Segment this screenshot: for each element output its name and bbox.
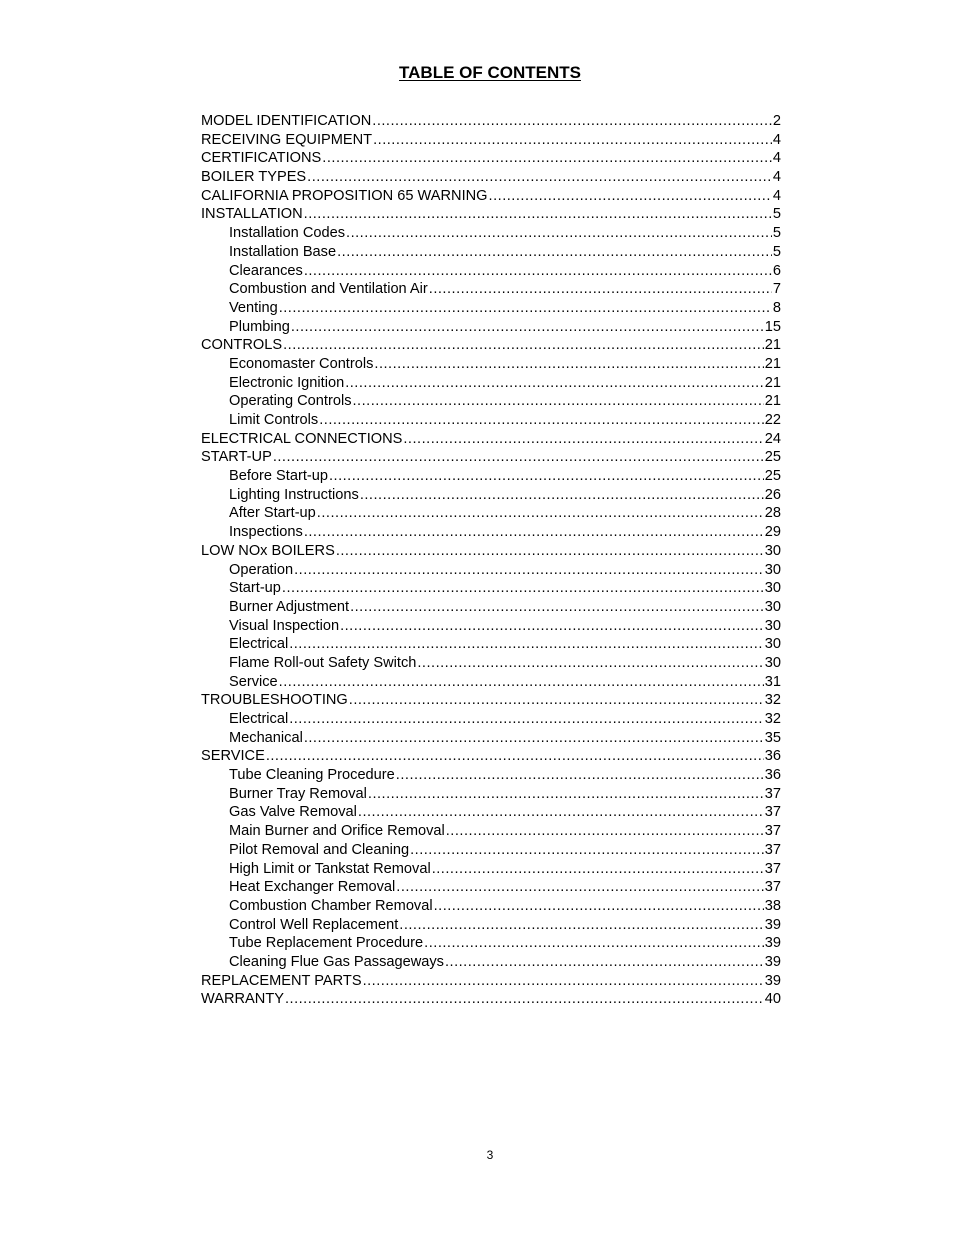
dot-leader <box>368 785 764 804</box>
toc-entry-label: Lighting Instructions <box>229 486 359 503</box>
toc-entry-page: 21 <box>764 337 781 354</box>
toc-entry-label: Electrical <box>229 711 289 727</box>
toc-entry-page: 25 <box>764 449 781 466</box>
toc-entry-label: Inspections <box>229 524 303 541</box>
toc-entry-label: LOW NOx BOILERS <box>201 542 335 559</box>
toc-entry-label: Plumbing <box>229 318 290 335</box>
dot-leader <box>434 897 764 916</box>
toc-entry-page: 40 <box>764 991 781 1008</box>
toc-entry <box>201 542 781 561</box>
toc-subentry <box>201 860 781 879</box>
toc-entry-page: 37 <box>764 860 781 877</box>
toc-entry-label: Start-up <box>229 580 281 597</box>
dot-leader <box>285 990 764 1009</box>
toc-entry-label: Electrical <box>229 636 289 653</box>
toc-subentry <box>201 224 781 243</box>
toc-entry <box>201 131 781 150</box>
toc-entry-page: 6 <box>772 262 781 279</box>
toc-entry <box>201 168 781 187</box>
dot-leader <box>279 299 772 318</box>
toc-subentry <box>201 673 781 692</box>
toc-subentry <box>201 280 781 299</box>
toc-entry-page: 5 <box>772 243 781 260</box>
toc-subentry <box>201 411 781 430</box>
dot-leader <box>429 280 772 299</box>
toc-entry-label: Limit Controls <box>229 412 319 428</box>
dot-leader <box>446 822 764 841</box>
toc-entry <box>201 448 781 467</box>
toc-entry-page: 8 <box>772 299 781 316</box>
toc-entry-page: 37 <box>764 823 781 840</box>
dot-leader <box>283 336 764 355</box>
toc-entry-page: 39 <box>764 916 781 933</box>
toc-entry-page: 24 <box>764 430 781 447</box>
dot-leader <box>424 934 764 953</box>
toc-subentry <box>201 392 781 411</box>
toc-entry <box>201 149 781 168</box>
toc-entry-label: SERVICE <box>201 748 265 765</box>
toc-subentry <box>201 785 781 804</box>
dot-leader <box>266 747 764 766</box>
toc-entry-page: 37 <box>764 785 781 802</box>
dot-leader <box>489 187 772 206</box>
toc-subentry <box>201 766 781 785</box>
toc-entry-label: Installation Base <box>229 243 337 260</box>
toc-subentry <box>201 504 781 523</box>
dot-leader <box>337 243 772 262</box>
toc-entry-label: Heat Exchanger Removal <box>229 879 396 896</box>
toc-entry-page: 37 <box>764 841 781 858</box>
dot-leader <box>353 392 764 411</box>
toc-entry-label: High Limit or Tankstat Removal <box>229 860 431 877</box>
toc-entry-page: 38 <box>764 897 781 914</box>
toc-entry-label: Gas Valve Removal <box>229 804 357 821</box>
toc-entry-label: CALIFORNIA PROPOSITION 65 WARNING <box>201 187 488 204</box>
dot-leader <box>319 411 764 430</box>
toc-entry-label: Mechanical <box>229 729 303 746</box>
toc-entry-label: Control Well Replacement <box>229 916 399 933</box>
toc-entry-label: MODEL IDENTIFICATION <box>201 113 372 129</box>
dot-leader <box>317 504 764 523</box>
toc-entry <box>201 112 781 131</box>
toc-subentry <box>201 729 781 748</box>
toc-entry-page: 30 <box>764 542 781 559</box>
dot-leader <box>322 149 772 168</box>
dot-leader <box>374 355 763 374</box>
toc-entry-label: Tube Cleaning Procedure <box>229 767 395 784</box>
toc-entry-label: Visual Inspection <box>229 617 340 634</box>
toc-entry <box>201 972 781 991</box>
dot-leader <box>273 448 764 467</box>
toc-entry-page: 4 <box>772 131 781 148</box>
dot-leader <box>345 374 764 393</box>
dot-leader <box>349 691 764 710</box>
toc-entry-page: 4 <box>772 169 781 186</box>
dot-leader <box>372 112 772 131</box>
dot-leader <box>340 617 764 636</box>
toc-entry-label: START-UP <box>201 449 272 466</box>
toc-entry-page: 25 <box>764 468 781 485</box>
toc-entry-label: Combustion Chamber Removal <box>229 897 433 914</box>
toc-entry <box>201 336 781 355</box>
toc-entry-page: 5 <box>772 225 781 242</box>
toc-entry-page: 26 <box>764 486 781 503</box>
toc-subentry <box>201 916 781 935</box>
toc-subentry <box>201 374 781 393</box>
toc-entry-label: CERTIFICATIONS <box>201 150 322 167</box>
toc-subentry <box>201 710 781 729</box>
toc-subentry <box>201 243 781 262</box>
toc-entry-page: 31 <box>764 673 781 690</box>
toc-entry <box>201 990 781 1009</box>
dot-leader <box>417 654 763 673</box>
toc-subentry <box>201 803 781 822</box>
toc-entry-label: Clearances <box>229 262 303 279</box>
toc-subentry <box>201 318 781 337</box>
dot-leader <box>289 710 764 729</box>
toc-subentry <box>201 953 781 972</box>
toc-entry-page: 4 <box>772 150 781 167</box>
toc-subentry <box>201 878 781 897</box>
dot-leader <box>403 430 763 449</box>
toc-entry-page: 30 <box>764 636 781 653</box>
toc-subentry <box>201 897 781 916</box>
toc-entry-label: Burner Adjustment <box>229 598 350 615</box>
toc-entry-page: 30 <box>764 617 781 634</box>
toc-entry <box>201 430 781 449</box>
toc-entry-label: INSTALLATION <box>201 206 303 223</box>
dot-leader <box>396 766 764 785</box>
dot-leader <box>291 318 764 337</box>
toc-entry-page: 37 <box>764 879 781 896</box>
toc-entry-page: 32 <box>764 692 781 709</box>
toc-entry <box>201 747 781 766</box>
toc-subentry <box>201 262 781 281</box>
toc-entry-page: 30 <box>764 598 781 615</box>
toc-entry-page: 37 <box>764 804 781 821</box>
toc-entry-label: Venting <box>229 299 278 316</box>
toc-entry-page: 36 <box>764 767 781 784</box>
toc-entry-label: WARRANTY <box>201 991 284 1008</box>
dot-leader <box>304 729 764 748</box>
dot-leader <box>350 598 764 617</box>
toc-entry-label: Installation Codes <box>229 225 346 242</box>
toc-subentry <box>201 467 781 486</box>
toc-subentry <box>201 822 781 841</box>
dot-leader <box>445 953 764 972</box>
toc-entry-label: Operation <box>229 561 294 578</box>
toc-entry-label: Cleaning Flue Gas Passageways <box>229 953 444 970</box>
dot-leader <box>294 561 764 580</box>
page-number: 3 <box>486 1148 494 1162</box>
toc-subentry <box>201 635 781 654</box>
toc-entry-page: 7 <box>772 281 781 298</box>
toc-entry-page: 39 <box>764 953 781 970</box>
toc-entry-label: RECEIVING EQUIPMENT <box>201 131 373 148</box>
toc-entry-page: 21 <box>764 355 781 372</box>
toc-entry-page: 30 <box>764 654 781 671</box>
toc-entry-label: After Start-up <box>229 505 316 522</box>
dot-leader <box>360 486 764 505</box>
toc-entry-label: Economaster Controls <box>229 355 374 372</box>
toc-entry-label: Before Start-up <box>229 468 328 485</box>
toc-entry-page: 21 <box>764 393 781 410</box>
toc-subentry <box>201 841 781 860</box>
toc-entry-label: TROUBLESHOOTING <box>201 692 348 709</box>
dot-leader <box>289 635 764 654</box>
dot-leader <box>346 224 772 243</box>
dot-leader <box>336 542 764 561</box>
dot-leader <box>363 972 764 991</box>
toc-entry-page: 21 <box>764 374 781 391</box>
dot-leader <box>399 916 764 935</box>
toc-subentry <box>201 617 781 636</box>
toc-entry-label: CONTROLS <box>201 337 283 354</box>
toc-entry <box>201 691 781 710</box>
dot-leader <box>304 262 772 281</box>
toc-entry-label: Flame Roll-out Safety Switch <box>229 654 417 671</box>
toc-subentry <box>201 523 781 542</box>
toc-subentry <box>201 486 781 505</box>
dot-leader <box>304 205 772 224</box>
toc-entry <box>201 187 781 206</box>
toc-entry-page: 30 <box>764 580 781 597</box>
dot-leader <box>307 168 772 187</box>
toc-entry-page: 5 <box>772 206 781 223</box>
toc-entry-page: 39 <box>764 972 781 989</box>
toc-entry-label: Burner Tray Removal <box>229 785 367 802</box>
toc-entry-page: 39 <box>764 935 781 952</box>
toc-entry-label: BOILER TYPES <box>201 169 307 186</box>
toc-entry-label: Electronic Ignition <box>229 374 345 391</box>
dot-leader <box>396 878 763 897</box>
toc-entry-label: ELECTRICAL CONNECTIONS <box>201 430 403 447</box>
toc-entry-page: 4 <box>772 187 781 204</box>
toc-entry-page: 30 <box>764 561 781 578</box>
dot-leader <box>279 673 764 692</box>
toc-entry-page: 22 <box>764 412 781 428</box>
toc-entry-label: REPLACEMENT PARTS <box>201 972 362 989</box>
toc-subentry <box>201 934 781 953</box>
toc-entry-label: Tube Replacement Procedure <box>229 935 424 952</box>
toc-entry-page: 35 <box>764 729 781 746</box>
toc-entry-label: Service <box>229 673 278 690</box>
toc-entry-label: Pilot Removal and Cleaning <box>229 841 410 858</box>
toc-entry-label: Combustion and Ventilation Air <box>229 281 428 298</box>
dot-leader <box>432 860 764 879</box>
dot-leader <box>373 131 772 150</box>
dot-leader <box>304 523 764 542</box>
page-title: TABLE OF CONTENTS <box>399 63 581 82</box>
toc-subentry <box>201 654 781 673</box>
dot-leader <box>282 579 764 598</box>
dot-leader <box>329 467 764 486</box>
toc-entry-page: 36 <box>764 748 781 765</box>
table-of-contents <box>201 112 781 1009</box>
dot-leader <box>410 841 764 860</box>
toc-entry-page: 2 <box>772 113 781 129</box>
toc-entry-page: 32 <box>764 711 781 727</box>
toc-entry-page: 15 <box>764 318 781 335</box>
toc-subentry <box>201 355 781 374</box>
dot-leader <box>358 803 764 822</box>
toc-subentry <box>201 561 781 580</box>
toc-entry-page: 28 <box>764 505 781 522</box>
toc-entry-page: 29 <box>764 524 781 541</box>
toc-entry-label: Main Burner and Orifice Removal <box>229 823 445 840</box>
toc-entry-label: Operating Controls <box>229 393 352 410</box>
toc-subentry <box>201 579 781 598</box>
toc-entry <box>201 205 781 224</box>
toc-subentry <box>201 598 781 617</box>
toc-subentry <box>201 299 781 318</box>
